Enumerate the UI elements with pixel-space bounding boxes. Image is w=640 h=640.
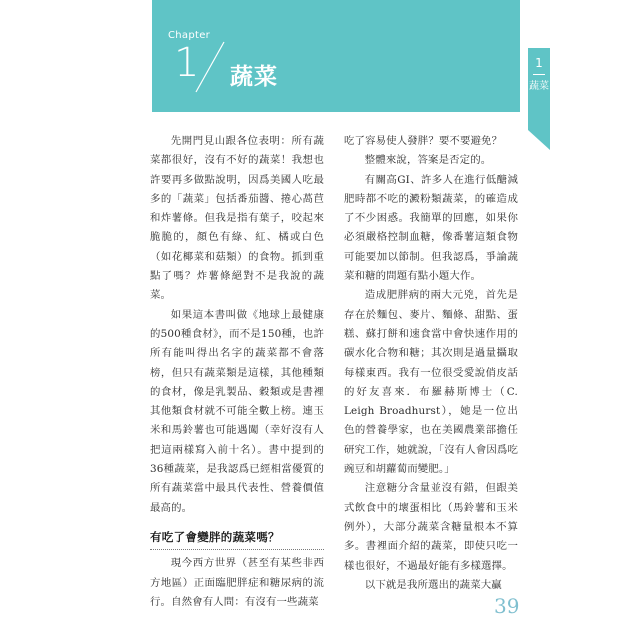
body-paragraph: 有關高GI、許多人在進行低醣減肥時都不吃的澱粉類蔬菜，的確造成了不少困惑。我簡單的回應，如果你必須嚴格控制血糖，像番薯這類食物可能要加以節制。但我認爲，爭論蔬菜和糖的問題有點小題大作。 (344, 173, 518, 283)
body-paragraph: 整體來說，答案是否定的。 (364, 154, 492, 167)
body-paragraph: 先開門見山跟各位表明：所有蔬菜都很好，沒有不好的蔬菜！我想也許要再多做點說明，因爲美國人吃最多的「蔬菜」包括番茄醬、捲心萵苣和炸薯條。但我是指有葉子，咬起來脆脆的，顏色有綠、紅、橘或白色（如花椰菜和菇類）的食物。抓到重點了嗎？炸薯條絕對不是我說的蔬菜。 (150, 135, 324, 302)
side-tab-number: 1 (535, 56, 543, 70)
body-paragraph-continuation: 吃了容易使人發胖？要不要避免？ (344, 135, 503, 147)
chapter-number: 1 (174, 40, 200, 86)
page-number: 39 (494, 594, 520, 618)
chapter-title: 蔬菜 (230, 64, 278, 90)
section-heading-underline (150, 549, 324, 550)
chapter-banner (152, 0, 520, 112)
chapter-label: Chapter (168, 30, 211, 41)
body-paragraph: 如果這本書叫做《地球上最健康的500種食材》，而不是150種，也許所有能叫得出名字的蔬菜都不會落榜，但只有蔬菜類是這樣，其他種類的食材，像是乳製品、穀類或是書裡其他類食材就不可能全數上榜。連玉米和馬鈴薯也可能遇闖（幸好沒有人把這兩樣寫入前十名）。書中提到的36種蔬菜，是我認爲已經相當優質的所有蔬菜當中最具代表性、營養價值最高的。 (150, 308, 324, 514)
section-heading-text: 有吃了會變胖的蔬菜嗎？ (150, 529, 280, 544)
body-paragraph: 以下就是我所選出的蔬菜大贏 (364, 578, 502, 591)
chapter-side-tab (528, 48, 550, 150)
side-tab-label: 蔬菜 (529, 81, 549, 92)
left-text-column (150, 132, 324, 612)
right-text-column (344, 132, 518, 595)
side-tab-divider (533, 74, 545, 75)
chapter-slash-divider (178, 36, 238, 96)
body-paragraph: 現今西方世界（甚至有某些非西方地區）正面臨肥胖症和糖尿病的流行。自然會有人問：有沒有一些蔬菜 (150, 557, 324, 608)
body-paragraph: 注意糖分含量並沒有錯，但跟美式飲食中的壞蛋相比（馬鈴薯和玉米例外），大部分蔬菜含糖量根本不算多。書裡面介紹的蔬菜，即使只吃一樣也很好，不過最好能有多樣選擇。 (344, 482, 518, 572)
body-paragraph: 造成肥胖病的兩大元兇，首先是存在於麵包、麥片、麵條、甜點、蛋糕、蘇打餅和速食當中會快速作用的碳水化合物和糖；其次則是過量攝取每樣東西。我有一位很受愛說俏皮話的好友喜來．布羅赫斯博士（C. Leigh Broadhurst），她是一位出色的營養學家，也在美國農業部擔任研究工作，她就說，「沒有人會因爲吃豌豆和胡蘿蔔而變肥。」 (344, 289, 518, 476)
section-heading (150, 528, 324, 550)
